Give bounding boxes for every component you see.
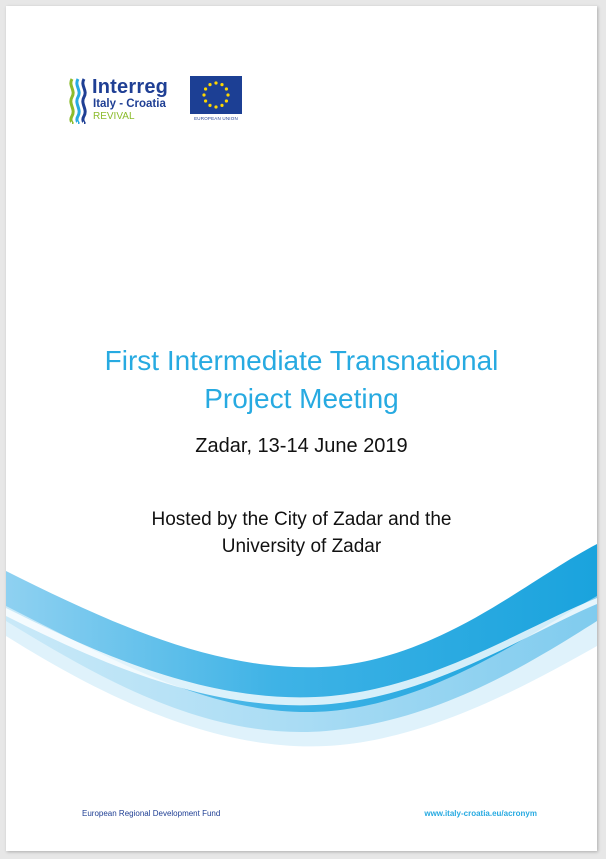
title-line-1: First Intermediate Transnational [104,345,499,376]
footer-fund-label: European Regional Development Fund [82,809,221,818]
title-line-2: Project Meeting [204,383,399,414]
document-title [46,342,557,418]
event-dateline: Zadar, 13-14 June 2019 [195,435,408,457]
interreg-logo [68,76,248,132]
logo-brand: Interreg [92,76,169,98]
logo-project: REVIVAL [93,111,135,122]
host-line-2: University of Zadar [221,536,382,557]
interreg-waves-icon [68,78,88,124]
footer-url-link[interactable]: www.italy-croatia.eu/acronym [424,809,537,818]
decorative-wave [6,526,597,766]
eu-label: EUROPEAN UNION [194,116,238,121]
host-line-1: Hosted by the City of Zadar and the [151,509,452,530]
logo-region: Italy - Croatia [93,98,166,110]
eu-flag-icon [190,76,242,114]
document-page [6,6,597,851]
